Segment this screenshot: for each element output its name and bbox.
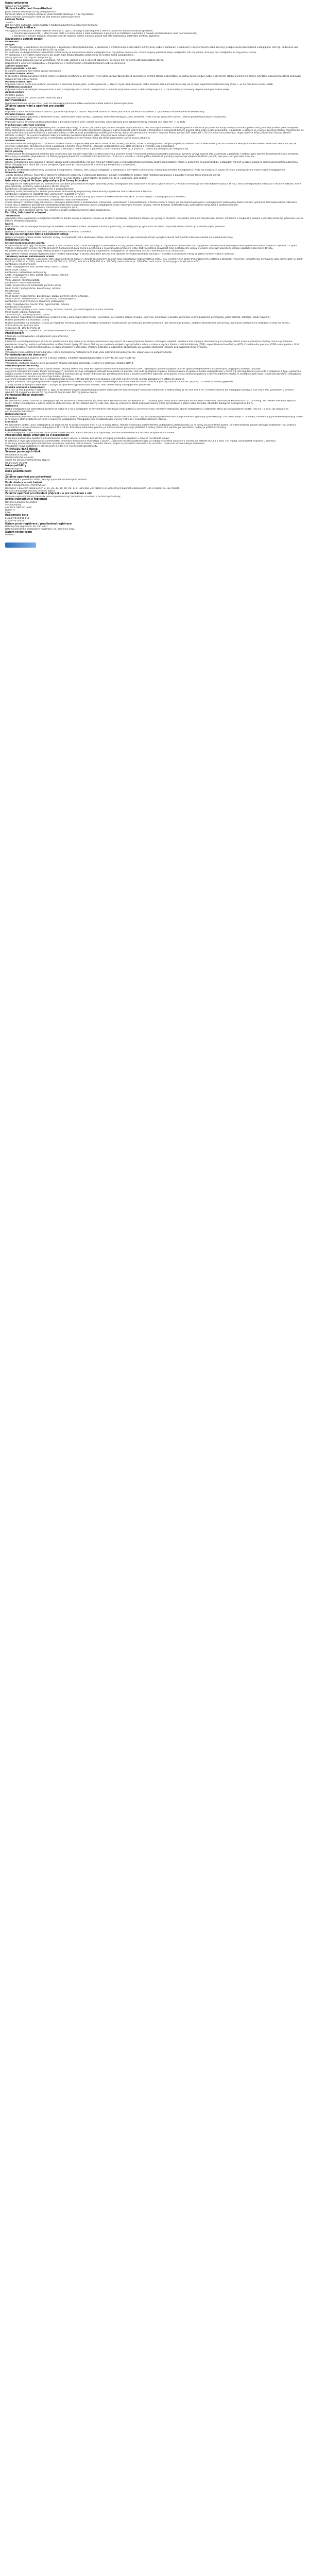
paragraph-line: Vildagliptin nelze odstranit hemodialýzou. Hlavní hydrolytický metabolit (LAY 151) však odstranit hemodialýzou lze. Doporučuje se podpůrná léčba. <box>5 351 173 354</box>
paragraph-line: Vazba vildagliptinu na plazmatické proteiny je nízká (9,3 %) a vildagliptin se rovnoměrně distribuuje mezi plazmu a červené krvinky. Průměrný distribuční objem vildagliptinu v ustáleném stavu po intravenózním podání (Vss) je 71 litrů, což ukazuje na extravaskulární distribuci. <box>5 408 288 413</box>
subheading: Dospělí <box>5 43 15 46</box>
paragraph-line: Bezpečnost a účinnost vildagliptinu v trojkombinaci s metforminem a thiazolidindionem nebyla stanovena. <box>5 62 126 65</box>
subheading: Biotransformace <box>5 413 27 416</box>
paragraph-line: Datum první registrace: 26. září 2007 <box>5 526 48 529</box>
section <box>5 531 304 537</box>
section-body <box>5 108 304 180</box>
section-title: FARMACEUTICKÉ ÚDAJE <box>5 448 38 451</box>
paragraph-line: Časté: závrať. <box>5 292 21 295</box>
section <box>5 465 304 470</box>
paragraph-line: Datum posledního prodloužení registrace: 19. července 2012 <box>5 528 75 531</box>
paragraph-line: Vildagliptin, zástupce skupiny látek zvyšujících aktivitu ostrůvků pankreatu, je účinný a selektivní inhibitor DPP-4. <box>5 362 134 365</box>
section-body <box>5 22 304 27</box>
paragraph-line: Byly hlášeny vzácné případy dysfunkce jater (včetně hepatitidy). V těchto případech byli pacienti obvykle asymptomatičtí, bez klinických následků a hodnoty jaterních testů se po přerušení léčby vrátily k normálu. Jaterní testy je nutno provést před zahájením léčby přípravkem Galvus, aby byly známy výchozí hodnoty. Během léčby přípravkem Galvus je nutno sledovat jaterní funkce v tříměsíčních intervalech během prvního roku léčby a poté pravidelně. U pacientů, u kterých se vyvinou zvýšené hladiny transamináz, se má provést kontrola jaterních testů k potvrzení nálezu a dále se mají pravidelně provádět jaterní testy, dokud se abnormalita nevrátí k normálu. Pokud zvýšení AST nebo ALT o 3x ULN nebo více přetrvává, doporučuje se léčbu přípravkem Galvus ukončit. <box>5 126 304 134</box>
paragraph-line: Po perorálním podání nalačno se vildagliptin rychle vstřebává s maximálními plazmatickými koncentracemi dosaženými za 1,7 hodiny. Jídlo mírně prodlužuje dobu do dosažení maximální plazmatické koncentrace na 2,5 hodiny, ale nemění celkovou expozici (AUC). Podání vildagliptinu s jídlem vedlo ke snížení Cmax (19 %). Velikost změny však není klinicky významná, takže přípravek Galvus může být podáván s jídlem nebo bez jídla. Absolutní biologická dostupnost je 85 %. <box>5 400 296 405</box>
section <box>5 482 304 493</box>
paragraph-line: Méně časté: hypoglykémie, bolest hlavy, astenie. <box>5 287 61 290</box>
paragraph-line: U pacientů s lehkou poruchou funkce ledvin (clearance kreatininu ≥ 50 ml/min) není nutná úprava dávkování. U pacientů se středně těžkou nebo těžkou poruchou funkce ledvin nebo v konečném stádiu onemocnění ledvin (ESRD) je doporučená dávka přípravku Galvus 50 mg jednou denně. <box>5 75 301 81</box>
subheading: Absorpce <box>5 397 18 400</box>
section <box>5 476 304 482</box>
section-title: Dávkování a způsob podání <box>5 38 44 41</box>
paragraph-line: Zvýšení poměru inzulin/glukagon během hyperglykémie v důsledku zvýšených hladin inkretinových hormonů vede ke snížení produkce glukosy v játrech nalačno i po jídle, což vede ke snížení glykémie. <box>5 381 234 384</box>
section <box>5 451 304 464</box>
section-title: Registrační čísla <box>5 514 28 517</box>
paragraph-line: Dávky vyšší než 100 mg se nedoporučují. <box>5 57 53 60</box>
subheading: Hypoglykémie <box>5 166 24 170</box>
section-body <box>5 517 304 522</box>
paragraph-line: Klinické hodnocení vildagliptinu u pacientů s funkční třídou I–III podle New York Heart Association (NYHA) prokázalo, že léčba vildagliptinem nebyla spojena se změnou funkce levé komory ani se zhoršením existujícího městnavého srdečního selhání (CHF) ve srovnání s placebem. Klinické zkušenosti u pacientů s funkční třídou NYHA III léčených vildagliptinem jsou stále omezené a výsledky jsou neprůkazné. <box>5 142 297 148</box>
paragraph-line: Adekvátní údaje o podávání vildagliptinu těhotným ženám nejsou k dispozici. Studie na zvířatech prokázaly reprodukční toxicitu při vysokých dávkách. Potenciální riziko pro člověka není známé. Vzhledem k chybějícím údajům u člověka nemá být přípravek Galvus během těhotenství podáván. <box>5 217 303 223</box>
paragraph-line: Pacienti, u kterých se vyvine žloutenka nebo jiné známky svědčící o dysfunkci jater, mají přípravek Galvus vysadit. <box>5 134 135 138</box>
section-body <box>5 437 304 448</box>
subheading: Způsob podání <box>5 91 24 94</box>
section <box>5 27 304 38</box>
subheading: Distribuce <box>5 405 19 408</box>
paragraph-line: Kombinace s metforminem <box>5 263 36 266</box>
paragraph-line: Magnesium-stearát <box>5 462 27 465</box>
paragraph-line: Časté: snížení glukosy v krvi, bolest hlavy, zimnice, nauzea, gastroezofageální refluxní choroba. <box>5 308 114 311</box>
section <box>5 233 304 239</box>
section-body <box>5 397 304 434</box>
paragraph-line: Kombinace s inzulinem <box>5 306 31 309</box>
subheading: Eliminace <box>5 421 18 424</box>
section <box>5 523 304 531</box>
paragraph-line: Vildagliptin je indikován k léčbě diabetes mellitus 2. typu u dospělých jako doplněk k dietě a cvičení ke zlepšení kontroly glykémie: <box>5 30 153 33</box>
paragraph-line: Přípravek Galvus se nedoporučuje používat u dětí a dospívajících (< 18 let). Bezpečnost a účinnost přípravku Galvus u dětí a dospívajících (< 18 let) nebyly stanoveny. Nejsou dostupné žádné údaje. <box>5 89 230 92</box>
section-title: Předávkování <box>5 332 24 335</box>
subheading: Tabulkový seznam nežádoucích účinků <box>5 255 55 258</box>
paragraph-line: Metabolismus je hlavní cestou eliminace vildagliptinu u člověka, na kterou připadá 69 % dávky. Hlavní metabolit (LAY 151) je farmakologicky neaktivní a je produktem hydrolýzy kyanoskupiny, což představuje 57 % dávky, následovaný produktem hydrolýzy amidu (4 % dávky). DPP-4 částečně přispívá k hydrolýze vildagliptinu. Vildagliptin není metabolizován enzymy CYP 450 v kvantifikovatelném rozsahu. <box>5 416 303 421</box>
section-title: Farmakokinetické vlastnosti <box>5 394 45 397</box>
paragraph-line: U potkanů a myší bylo pozorováno nahromadění pěnových alveolárních makrofágů v plicích. Dávka bez účinku u potkanů byla 25 mg/kg (5násobek expozice u člověka na základě AUC) a u myší 750 mg/kg (142násobek expozice u člověka). <box>5 440 277 443</box>
subheading: Příznaky <box>5 338 16 341</box>
subheading: Porucha funkce ledvin <box>5 73 34 76</box>
section <box>5 394 304 434</box>
section-title: Druh obalu a obsah balení <box>5 481 42 484</box>
paragraph-line: Přípravek Galvus lze užívat s jídlem nebo bez jídla. <box>5 96 63 99</box>
section-title: Fertilita, těhotenství a kojení <box>5 212 46 215</box>
paragraph-line: Většina nežádoucích účinků v těchto klinických hodnoceních byla mírná a přechodná a nevyžadovala přerušení léčby. Nebyla zjištěna souvislost mezi nežádoucími účinky a věkem, etnickým původem, délkou expozice nebo denní dávkou. <box>5 247 273 250</box>
paragraph-line: Není známo: hepatitida (reverzibilní po vysazení léčby), abnormální jaterní testy (reverzibilní po vysazení léčby), myalgie, kopřivka, exfoliativní a bulózní kožní léze včetně bulózního pemfigoidu, pankreatitida, artralgie, někdy závažná. <box>5 316 270 319</box>
paragraph-line: Farmakoterapeutická skupina: Léčiva k terapii diabetu, inhibitory dipeptidylpeptidázy 4 (DPP-4), ATC kód: A10BH02 <box>5 357 136 360</box>
paragraph-line: Hlášení podezření na nežádoucí účinky po registraci léčivého přípravku je důležité. Umožňuje to pokračovat ve sledování poměru přínosů a rizik léčivého přípravku. Žádáme zdravotnické pracovníky, aby hlásili podezření na nežádoucí účinky na adresu: <box>5 321 290 325</box>
paragraph-line: Časté: hypoglykémie, třes, bolest hlavy, závrať, nauzea. <box>5 266 69 269</box>
subheading: Mechanismus účinku <box>5 360 32 363</box>
paragraph-line: Mikrokrystalická celulosa <box>5 456 33 460</box>
section-title: Datum revize textu <box>5 531 32 534</box>
paragraph-line: Bílé až světle nažloutlé, kulaté tablety s hladkým povrchem a zkosenými hranami. <box>5 24 98 27</box>
paragraph-line: Není známo, zda se vildagliptin vylučuje do lidského mateřského mléka. Studie na zvířatech prokázaly, že vildagliptin je vylučován do mléka. Přípravek Galvus nemá být v období kojení podáván. <box>5 225 226 228</box>
subheading: Obecné <box>5 108 15 111</box>
paragraph-line: Galvus 50 mg tablety <box>5 5 30 8</box>
section-title: Zvláštní opatření pro likvidaci přípravku a pro zacházení s ním <box>5 492 93 495</box>
paragraph-line: Státní ústav pro kontrolu léčiv <box>5 324 39 327</box>
paragraph-line: Na trhu nemusí být všechny velikosti balení. <box>5 489 56 493</box>
section-title: Předklinické údaje vztahující se k bezpečnosti <box>5 434 70 437</box>
paragraph-line: Tablety obsahují laktosu. Pacienti se vzácnými dědičnými problémy s intolerancí galaktosy, úplným nedostatkem laktázy nebo malabsorpcí glukosy a galaktosy nemají tento přípravek užívat. <box>5 174 221 177</box>
paragraph-line: Dostupné v baleních obsahujících 7, 14, 28, 30, 56, 60, 90, 112, 180 nebo 336 tablet a ve vícečetných baleních obsahujících 336 (3 balení po 112) tablet. <box>5 487 180 490</box>
paragraph-line: Nejsou žádné zkušenosti s použitím vildagliptinu v klinických hodnoceních u pacientů s funkční třídou NYHA IV, a proto se u těchto pacientů použití nedoporučuje. <box>5 147 189 150</box>
section-body <box>5 41 304 64</box>
subheading: Shrnutí bezpečnostního profilu <box>5 242 45 245</box>
paragraph-line: Při monoterapii, v kombinaci s metforminem, v kombinaci s thiazolidindionem, v kombinaci s metforminem a derivátem sulfonylurey nebo v kombinaci s inzulinem (s metforminem nebo bez něj) je doporučená denní dávka vildagliptinu 100 mg, podávaná jako jedna dávka 50 mg ráno a jedna dávka 50 mg večer. <box>5 46 299 52</box>
section <box>5 180 304 212</box>
subheading: Klinická účinnost a bezpečnost <box>5 386 45 389</box>
section-body <box>5 526 304 531</box>
paragraph-line: V neklinických toxikologických studiích byly u končetin opic hlášeny kožní léze, včetně puchýřů a ulcerací. Ačkoli v klinických hodnoceních nebyl pozorován zvýšený výskyt kožních lézí, zkušenosti u pacientů s diabetickými kožními komplikacemi jsou omezené. Navíc byly po uvedení přípravku na trh hlášeny případy bulózních a exfoliativních kožních lézí. Proto se v souladu s rutinní péčí o diabetické pacienty doporučuje sledování kožních poruch, jako jsou puchýře nebo ulcerace. <box>5 153 299 159</box>
paragraph-line: Úplný seznam pomocných látek viz bod Seznam pomocných látek. <box>5 16 81 19</box>
section-body <box>5 11 304 19</box>
paragraph-line: Kombinace s pioglitazonem, metforminem a glibenklamidem <box>5 188 74 191</box>
paragraph-line: Časté: hypoglykémie, závrať, třes, hyperhidróza, astenie. <box>5 303 70 306</box>
section-title: Doba použitelnosti <box>5 470 31 473</box>
paragraph-line: Méně časté: únava. <box>5 268 27 272</box>
section-title: Nežádoucí účinky <box>5 239 30 242</box>
paragraph-line: Šrobárova 48, 100 41 Praha 10 <box>5 327 41 330</box>
section <box>5 65 304 99</box>
paragraph-line: Po vysazení léčby přípravkem Galvus a normalizaci výsledků jaterních testů nemá být léčba přípravkem Galvus znovu zahájena. <box>5 137 151 140</box>
paragraph-line: Méně časté: zácpa. <box>5 276 27 279</box>
section-title: Inkompatibility <box>5 464 26 467</box>
paragraph-line: Kombinace s thiazolidindionem <box>5 282 41 285</box>
section-title: Název přípravku <box>5 2 28 5</box>
paragraph-line: Neuplatňuje se. <box>5 467 23 470</box>
section <box>5 19 304 27</box>
section <box>5 332 304 354</box>
paragraph-line: Cmax vildagliptinu a plocha pod křivkou plazmatické koncentrace v čase (AUC) se zvyšovaly přibližně úměrně dávce v rozsahu terapeutických dávek. <box>5 431 175 434</box>
paragraph-line: Informace o pravděpodobných příznacích předávkování byly získány ze studie snášenlivosti zvyšujících se dávek přípravku Galvus u zdravých subjektů. Při dávce 400 mg byly zaznamenány tři případy bolesti svalů a jednotlivé případy mírné a přechodné parestezie, horečky, edému a přechodného zvýšení hladin lipázy. Při dávce 600 mg se u jednoho subjektu vyskytl edém nohou a rukou a zvýšení hladin kreatinfosfokinázy (CPK), aspartátaminotransferázy (AST), C-reaktivního proteinu (CRP) a myoglobinu. U tří dalších subjektů se vyskytl edém nohou, ve dvou případech s parestezií. Všechny příznaky a laboratorní abnormality po vysazení studijního léčivého přípravku bez léčby vymizely. <box>5 341 299 349</box>
paragraph-line: Uchovávejte v původním obalu, aby byl přípravek chráněn před vlhkostí. <box>5 479 88 482</box>
subheading: Linearita/nelinearita <box>5 429 31 432</box>
subheading: Kožní poruchy <box>5 150 24 154</box>
paragraph-line: Více než 15 000 pacientů s diabetem 2. typu se zúčastnilo dvojitě zaslepených placebem nebo aktivně kontrolovaných klinických hodnocení s délkou léčby až do více než 2 let. V těchto studiích byl vildagliptin podáván více než 9 000 pacientům v denních dávkách 50 mg jednou denně, 50 mg dvakrát denně nebo 100 mg jednou denně. <box>5 388 294 394</box>
paragraph-line: Zkušenosti s léčbou pacientů v konečném stádiu onemocnění ledvin (ESRD), kteří jsou léčeni hemodialýzou, jsou omezené. Proto má být přípravek Galvus u těchto pacientů používán s opatrností. <box>5 116 227 119</box>
paragraph-line: Údaje o bezpečnosti byly získány od celkem 3 784 pacientů, kteří užívali vildagliptin v denní dávce 50 mg (jednou denně) nebo 100 mg (50 mg dvakrát denně nebo 100 mg jednou denně) v kontrolovaných klinických hodnoceních trvajících nejméně 12 týdnů. <box>5 245 298 248</box>
section-title: Léková forma <box>5 19 24 22</box>
paragraph-line: Novartis Europharm Limited <box>5 501 37 504</box>
paragraph-line: Dublin 4 <box>5 509 15 512</box>
paragraph-line: Kombinace s inhibitory angiotensin konvertujícího enzymu (ACE) <box>5 207 79 209</box>
paragraph-line: Stejně jako u ostatních perorálních antidiabetik může být hypoglykemický účinek vildagliptinu snížen některými léčivými látkami, včetně thiazidů, kortikosteroidů, tyreoidálních přípravků a sympatomimetik. <box>5 204 239 207</box>
section-title: Kontraindikace <box>5 99 26 102</box>
paragraph-line: Podání vildagliptinu vede k rychlé a úplné inhibici aktivity DPP-4, což vede ke zvýšení hladin inkretinových hormonů GLP-1 (glukagonu podobný peptid 1) a GIP (glukózo-dependentní inzulinotropní polypeptid) nalačno i po jídle. <box>5 367 261 370</box>
paragraph-line: Kombinace s derivátem sulfonylurey <box>5 271 47 274</box>
paragraph-line: Užívání vildagliptinu bylo spojeno s rizikem vzniku akutní pankreatitidy. Pacienti mají být informováni o charakteristickém příznaku akutní pankreatitidy. Pokud je podezření na pankreatitidu, vildagliptin má být vysazen; pokud je akutní pankreatitida potvrzena, léčba vildagliptinem nemá být znovu zahájena. Opatrnosti je třeba u pacientů s akutní pankreatitidou v anamnéze. <box>5 161 299 166</box>
paragraph-line: Nebyly provedeny žádné studie hodnotící účinky na schopnost řídit a obsluhovat stroje. Pacienti, u kterých se jako nežádoucí účinek vyskytne závrať, nemají řídit motorová vozidla ani obsluhovat stroje. <box>5 236 234 239</box>
paragraph-line: Studie lékových interakcí byly provedeny u zdravých dobrovolníků s amlodipinem, ramiprilem, valsartanem a simvastatinem. V těchto studiích nebyly po současném podávání s vildagliptinem pozorovány žádné klinicky významné farmakokinetické interakce. <box>5 201 298 204</box>
section-body <box>5 534 304 536</box>
paragraph-line: Kombinace s amlodipinem, ramiprilem, valsartanem nebo simvastatinem <box>5 198 89 201</box>
subheading: Porucha funkce jater <box>5 80 32 83</box>
paragraph-line: Elm Park, Merrion Road <box>5 506 32 509</box>
paragraph-line: Při podávání ve dvojkombinaci s derivátem sulfonylurey je doporučená dávka vildagliptinu 50 mg jednou denně ráno. U této skupiny pacientů nebyl vildagliptin 100 mg denně účinnější než vildagliptin 50 mg jednou denně. <box>5 52 257 55</box>
section-body <box>5 65 304 99</box>
section-body <box>5 30 304 38</box>
section-body <box>5 242 304 332</box>
section <box>5 493 304 498</box>
subheading: Porucha funkce jater <box>5 118 32 122</box>
paragraph-line: U psů bylo pozorováno zpoždění intrakardiálního vedení vzruchu s dávkou bez účinku 15 mg/kg (7násobek expozice u člověka na základě Cmax). <box>5 437 170 440</box>
subheading: Zvláštní populace <box>5 64 28 67</box>
section-title: Terapeutické indikace <box>5 27 36 30</box>
paragraph-line: Při kombinaci s derivátem sulfonylurey lze zvážit nižší dávku derivátu sulfonylurey ke snížení rizika hypoglykémie. <box>5 54 134 57</box>
paragraph-line: Byly hlášeny vzácné případy dysfunkce jater (včetně hepatitidy). V těchto případech byli pacienti obvykle asymptomatičtí bez klinických následků a po ukončení léčby se jaterní funkce vrátily k normálu. <box>5 252 235 256</box>
paragraph-line: U starších pacientů není nutná úprava dávkování. <box>5 70 62 73</box>
paragraph-line: Výsledky studií provedených s těmito perorálními antidiabetiky neprokázaly žádné klinicky významné farmakokinetické interakce. <box>5 191 152 194</box>
subheading: Pediatrická populace <box>5 86 32 89</box>
paragraph-line: Tento léčivý přípravek obsahuje méně než 1 mmol (23 mg) sodíku v jedné tabletě, to znamená, že je v podstatě „bez sodíku“. <box>5 177 148 180</box>
paragraph-line: Pokud je dávka přípravku Galvus vynechána, má se užít, jakmile si na ni pacient vzpomene. Ve stejný den se nemá užít dvojnásobná dávka. <box>5 59 164 62</box>
paragraph-line: Monohydrát laktosy <box>5 454 28 457</box>
paragraph-line: Po perorálním podání [14C] vildagliptinu se přibližně 85 % dávky vyloučilo močí a 15 % dávky stolicí. Renální vylučování nezměněného vildagliptinu představovalo 23 % dávky po perorálním podání. Po intravenózním podání zdravým subjektům jsou celková plazmatická a renální clearance vildagliptinu 41 a 13 l/h. Průměrný eliminační poločas po intravenózním podání je přibližně 2 hodiny. Eliminační poločas po perorálním podání je přibližně 3 hodiny. <box>5 423 296 429</box>
paragraph-line: Kombinace s metforminem a derivátem sulfonylurey <box>5 300 65 303</box>
paragraph-line: U psů byly pozorovány gastrointestinální symptomy, zejména měkká stolice, mukoidní stolice, průjem a při vyšších dávkách krev ve stolici. Dávka bez účinku nebyla stanovena. <box>5 443 205 446</box>
page-footer <box>0 542 309 548</box>
subheading: Farmakodynamické účinky <box>5 365 39 368</box>
paragraph-line: Tableta <box>5 22 13 25</box>
subheading: Léčba <box>5 348 13 351</box>
paragraph-line: Informace o předávkování vildagliptinem jsou omezené. <box>5 335 69 338</box>
paragraph-line: Sodná sůl karboxymethylškrobu (typ A) <box>5 459 50 462</box>
paragraph-line: Všechen nepoužitý léčivý přípravek nebo odpad musí být zlikvidován v souladu s místními požadavky. <box>5 495 121 498</box>
section-title: Zvláštní opatření pro uchovávání <box>5 476 52 479</box>
paragraph-line: Méně časté: průjem, flatulence. <box>5 311 41 314</box>
subheading: Kojení <box>5 223 13 226</box>
paragraph-line: Zkušenosti po uvedení přípravku na trh <box>5 314 50 317</box>
paragraph-line: - v monoterapii u pacientů, u kterých není dieta a cvičení samo o sobě dostačující a pro které je metformin nevhodný z důvodu kontraindikace nebo nesnášenlivosti; <box>10 32 197 36</box>
paragraph-line: Perorální podání. <box>5 94 25 97</box>
paragraph-line: Irsko <box>5 512 11 515</box>
section <box>5 2 304 8</box>
paragraph-line: Webové stránky: http://www.sukl.cz/nahlasit-nezadouci-ucinek <box>5 330 76 333</box>
section-body <box>5 501 304 515</box>
section-body <box>5 357 304 394</box>
document <box>0 0 309 540</box>
subheading: Srdeční selhání <box>5 140 25 143</box>
section-title: Datum první registrace / prodloužení registrace <box>5 522 72 526</box>
section-body <box>5 215 304 233</box>
section <box>5 354 304 394</box>
subheading: Dávkování <box>5 41 19 44</box>
section-title: Zvláštní upozornění a opatření pro použití <box>5 105 64 108</box>
section-body <box>5 335 304 354</box>
paragraph-line: Přípravek Galvus se nemá podávat pacientům s poruchou funkce jater, včetně pacientů, u kterých byla před zahájením léčby hodnota ALT nebo AST > 3x ULN. <box>5 121 186 124</box>
paragraph-line: Klinické studie provedené se zdravými subjekty neprokázaly žádné klinicky významné farmakokinetické interakce. To však nebylo u cílové populace stanoveno. <box>5 196 186 199</box>
paragraph-line: Známý účinek zvýšených hladin GLP-1, kterým je opožděné vyprazdňování žaludku, není během léčby vildagliptinem pozorován. <box>5 383 151 386</box>
section <box>5 212 304 233</box>
subheading: Porucha funkce ledvin <box>5 113 34 116</box>
paragraph-line: Blistr z hliníku/hliníku (PA/Al/PVC//Al) <box>5 484 46 487</box>
paragraph-line: Přípravek Galvus není náhradou inzulinu u pacientů vyžadujících inzulin. Přípravek Galvus se nemá používat u pacientů s diabetem 1. typu nebo k léčbě diabetické ketoacidózy. <box>5 110 205 113</box>
paragraph-line: Velmi vzácné: infekce horních cest dýchacích, nazofaryngitida. <box>5 298 77 301</box>
section-title: Interakce s jinými léčivými přípravky a jiné formy interakce <box>5 179 89 182</box>
paragraph-line: Vista Building <box>5 503 21 506</box>
section-title: Seznam pomocných látek <box>5 451 41 454</box>
paragraph-line: Časté: hypoglykémie, třes, bolest hlavy, závrať, astenie. <box>5 274 69 277</box>
paragraph-line: Velmi vzácné: nazofaryngitida. <box>5 279 40 282</box>
subheading: Monitorování jaterních enzymů <box>5 124 45 127</box>
paragraph-line: Vildagliptin má nízký potenciál pro interakce se současně podávanými léčivými přípravky. Jelikož vildagliptin není substrátem enzymu cytochromu P (CYP) 450 a neinhibuje ani neindukuje enzymy CYP 450, není pravděpodobná interakce s léčivými látkami, které jsou substráty, inhibitory nebo induktory těchto enzymů. <box>5 182 301 188</box>
section-title: Účinky na schopnost řídit a obsluhovat stroje <box>5 233 68 236</box>
section <box>5 514 304 522</box>
paragraph-line: Jedna tableta obsahuje 50 mg vildagliptinum. <box>5 10 57 13</box>
paragraph-line: Kombinace s digoxinem (substrát Pgp), warfarinem (substrát CYP2C9) <box>5 193 84 196</box>
subheading: Těhotenství <box>5 215 20 218</box>
paragraph-line: Monoterapie <box>5 290 20 293</box>
paragraph-line: Časté: zvýšení tělesné hmotnosti, periferní edém. <box>5 284 62 287</box>
section <box>5 239 304 332</box>
section-body <box>5 183 304 212</box>
paragraph-line: U pacientů, kteří současně užívají ACE inhibitory, může existovat zvýšené riziko angioedému. <box>5 209 111 212</box>
section-title: Držitel rozhodnutí o registraci <box>5 498 47 501</box>
paragraph-line: Přípravek Galvus nemá být podáván pacientům s poruchou funkce jater, včetně pacientů, u kterých byla před zahájením léčby hodnota alaninaminotransferázy (ALT) nebo aspartátaminotransferázy (AST) > 3x horní hranice normy (ULN). <box>5 83 274 86</box>
paragraph-line: Zvýšením endogenních hladin GLP-1 vildagliptin také zvyšuje citlivost alfa-buněk na glukosu, což vede k přiměřenější sekreci glukagonu ve vztahu ke glukose. <box>5 378 185 381</box>
subheading: Akutní pankreatitida <box>5 158 32 161</box>
paragraph-line: - v kombinaci s dalšími léčivými přípravky k léčbě diabetu včetně inzulinu, pokud tyto léky neposkytují adekvátní kontrolu glykémie. <box>10 35 160 38</box>
section-title: Farmakodynamické vlastnosti <box>5 354 47 357</box>
paragraph-line: Hlášení podezření na nežádoucí účinky <box>5 319 49 322</box>
paragraph-line: 06/2021 <box>5 534 15 537</box>
paragraph-line: EU/1/07/414/018 <box>5 520 25 523</box>
paragraph-line: Po uvedení přípravku na trh byly hlášeny případy angioedému. Hlášené případy angioedému vildagliptinu se objevovaly častěji v kombinaci s ACE inhibitorem. <box>5 250 185 253</box>
paragraph-line: Méně časté: hypoglykémie, bolest hlavy, zácpa, periferní edém, artralgie. <box>5 295 89 298</box>
paragraph-line: Hypersenzitivita na léčivou látku nebo na kteroukoli pomocnou látku uvedenou v bodě Seznam pomocných látek. <box>5 102 134 105</box>
section-body <box>5 454 304 465</box>
subheading: Fertilita <box>5 228 15 231</box>
paragraph-line: Pomocná látka se známým účinkem: jedna tableta obsahuje 47,82 mg laktosy. <box>5 13 94 16</box>
paragraph-line: Nebyly provedeny žádné studie vlivu přípravku Galvus na fertilitu u člověka. <box>5 231 92 234</box>
paragraph-line: Zvýšením endogenních hladin těchto inkretinových hormonů zvyšuje vildagliptin citlivost beta-buněk na glukosu, což vede ke zlepšení sekrece inzulinu závislé na glukose. Léčba vildagliptinem v dávce 50–100 mg denně u pacientů s diabetem 2. typu významně zlepšila markery funkce beta-buněk včetně HOMA-β (homeostatický model hodnocení β), poměru proinzulinu k inzulinu a měřítek odpovědi beta-buněk z testu tolerance potravy s častým odběrem vzorků. U nediabetických osob (s normální glykémií) vildagliptin nestimuluje sekreci inzulinu ani nesnižuje hladinu glukosy. <box>5 370 301 379</box>
subheading: Starší pacienti (≥ 65 let) <box>5 67 37 70</box>
section <box>5 38 304 65</box>
paragraph-line: EU/1/07/414/001-011 <box>5 517 30 520</box>
publisher-logo <box>5 543 36 548</box>
section <box>5 8 304 19</box>
paragraph-line: Nežádoucí účinky hlášené u pacientů, kteří užívali přípravek Galvus v dvojitě zaslepených studiích jako monoterapii nebo přídatnou léčbu, jsou uvedeny níže podle tříd orgánových systémů a absolutní frekvence. Četnosti jsou definovány jako velmi časté (≥ 1/10), časté (≥ 1/100 až < 1/10), méně časté (≥ 1/1 000 až < 1/100), vzácné (≥ 1/10 000 až < 1/1 000), velmi vzácné (< 1/10 000), není známo (z dostupných údajů nelze určit). <box>5 258 304 264</box>
paragraph-line: Vildagliptin nebyl mutagenní v konvenčních in vitro a in vivo testech genotoxicity. <box>5 445 98 448</box>
section-title: Složení kvalitativní i kvantitativní <box>5 7 53 10</box>
subheading: Pomocné látky <box>5 172 24 175</box>
paragraph-line: Je známo, že deriváty sulfonylurey vyvolávají hypoglykémii. Pacienti, kteří užívají vildagliptin v kombinaci s derivátem sulfonylurey, mohou být ohroženi hypoglykémií. Proto lze zvážit nižší dávku derivátu sulfonylurey ke snížení rizika hypoglykémie. <box>5 169 286 172</box>
paragraph-line: 3 roky <box>5 473 12 476</box>
